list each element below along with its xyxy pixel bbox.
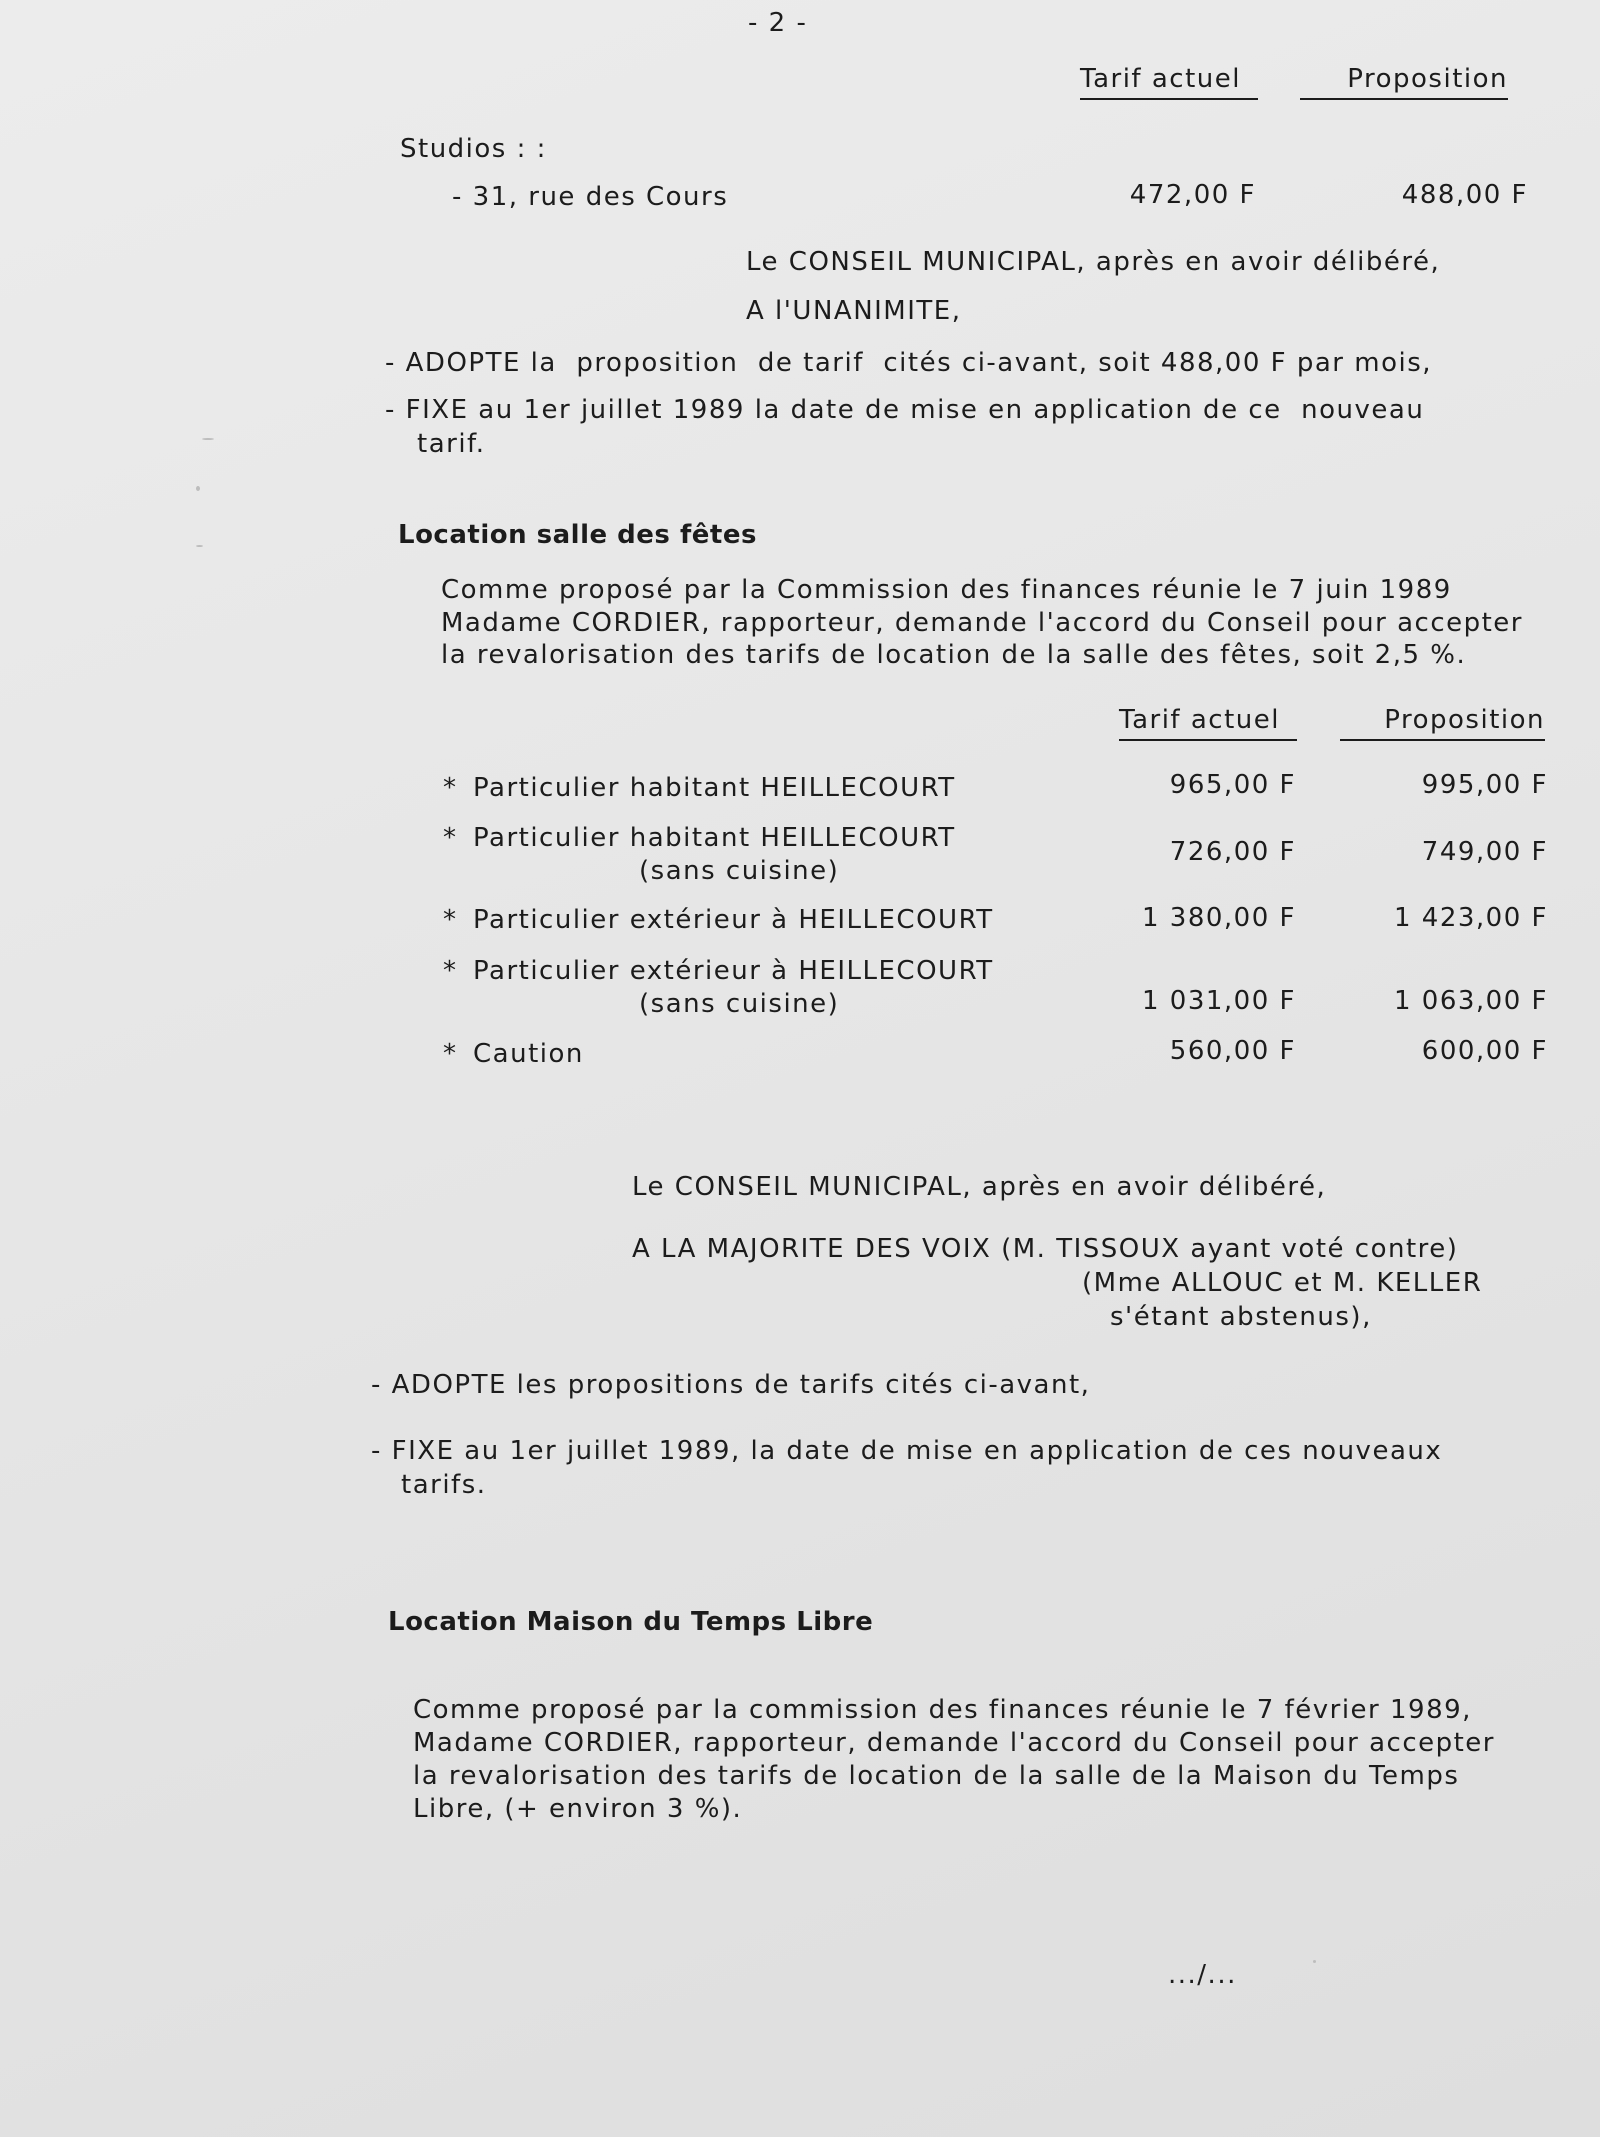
salle-fetes-vote-line-1: A LA MAJORITE DES VOIX (M. TISSOUX ayant voté contre): [632, 1234, 1459, 1264]
row-label: Particulier habitant HEILLECOURT: [473, 823, 956, 853]
salle-fetes-council-line: Le CONSEIL MUNICIPAL, après en avoir délibéré,: [632, 1172, 1327, 1202]
scan-speck: [196, 486, 200, 491]
row-label: Particulier extérieur à HEILLECOURT: [473, 956, 994, 986]
studios-item-label: - 31, rue des Cours: [452, 182, 729, 212]
maison-temps-libre-intro-4: Libre, (+ environ 3 %).: [413, 1794, 743, 1824]
row-label: Particulier extérieur à HEILLECOURT: [473, 905, 994, 935]
row-proposal: 1 423,00 F: [1393, 903, 1548, 933]
scan-speck: [196, 545, 203, 547]
salle-fetes-header-current: Tarif actuel: [1119, 707, 1297, 741]
studios-item-current: 472,00 F: [1129, 180, 1256, 210]
salle-fetes-intro-2: Madame CORDIER, rapporteur, demande l'accord du Conseil pour accepter: [441, 608, 1523, 638]
studios-item-proposal: 488,00 F: [1401, 180, 1528, 210]
studios-title: Studios : :: [400, 134, 547, 164]
row-current: 726,00 F: [1169, 837, 1296, 867]
scan-speck: [1313, 1960, 1316, 1963]
row-bullet: *: [443, 905, 458, 935]
row-bullet: *: [443, 956, 458, 986]
row-label: Particulier habitant HEILLECOURT: [473, 773, 956, 803]
maison-temps-libre-intro-1: Comme proposé par la commission des finances réunie le 7 février 1989,: [413, 1695, 1472, 1725]
studios-fixe-line-1: - FIXE au 1er juillet 1989 la date de mise en application de ce nouveau: [385, 395, 1425, 425]
page-number: - 2 -: [748, 8, 808, 38]
maison-temps-libre-title: Location Maison du Temps Libre: [388, 1607, 874, 1637]
row-bullet: *: [443, 823, 458, 853]
continuation-mark: .../...: [1168, 1960, 1237, 1990]
salle-fetes-intro-1: Comme proposé par la Commission des finances réunie le 7 juin 1989: [441, 575, 1452, 605]
salle-fetes-adopt-line: - ADOPTE les propositions de tarifs cités ci-avant,: [371, 1370, 1091, 1400]
maison-temps-libre-intro-3: la revalorisation des tarifs de location de la salle de la Maison du Temps: [413, 1761, 1460, 1791]
row-proposal: 995,00 F: [1421, 770, 1548, 800]
studios-adopt-line: - ADOPTE la proposition de tarif cités ci-avant, soit 488,00 F par mois,: [385, 348, 1433, 378]
row-proposal: 1 063,00 F: [1393, 986, 1548, 1016]
row-label: Caution: [473, 1039, 584, 1069]
studios-fixe-line-2: tarif.: [417, 429, 486, 459]
salle-fetes-fixe-line-1: - FIXE au 1er juillet 1989, la date de mise en application de ces nouveaux: [371, 1436, 1443, 1466]
row-sub: (sans cuisine): [639, 989, 840, 1019]
row-sub: (sans cuisine): [639, 856, 840, 886]
studios-vote-line: A l'UNANIMITE,: [746, 296, 962, 326]
row-current: 1 031,00 F: [1141, 986, 1296, 1016]
row-proposal: 600,00 F: [1421, 1036, 1548, 1066]
row-bullet: *: [443, 1039, 458, 1069]
studios-header-proposal: Proposition: [1300, 66, 1508, 100]
salle-fetes-vote-line-3: s'étant abstenus),: [1110, 1302, 1372, 1332]
salle-fetes-title: Location salle des fêtes: [398, 520, 757, 550]
salle-fetes-fixe-line-2: tarifs.: [401, 1470, 487, 1500]
studios-council-line: Le CONSEIL MUNICIPAL, après en avoir délibéré,: [746, 247, 1441, 277]
row-current: 1 380,00 F: [1141, 903, 1296, 933]
scan-speck: [202, 438, 214, 440]
studios-header-current: Tarif actuel: [1080, 66, 1258, 100]
row-current: 560,00 F: [1169, 1036, 1296, 1066]
salle-fetes-vote-line-2: (Mme ALLOUC et M. KELLER: [1082, 1268, 1483, 1298]
salle-fetes-header-proposal: Proposition: [1340, 707, 1545, 741]
row-proposal: 749,00 F: [1421, 837, 1548, 867]
maison-temps-libre-intro-2: Madame CORDIER, rapporteur, demande l'accord du Conseil pour accepter: [413, 1728, 1495, 1758]
row-current: 965,00 F: [1169, 770, 1296, 800]
row-bullet: *: [443, 773, 458, 803]
salle-fetes-intro-3: la revalorisation des tarifs de location de la salle des fêtes, soit 2,5 %.: [441, 640, 1467, 670]
